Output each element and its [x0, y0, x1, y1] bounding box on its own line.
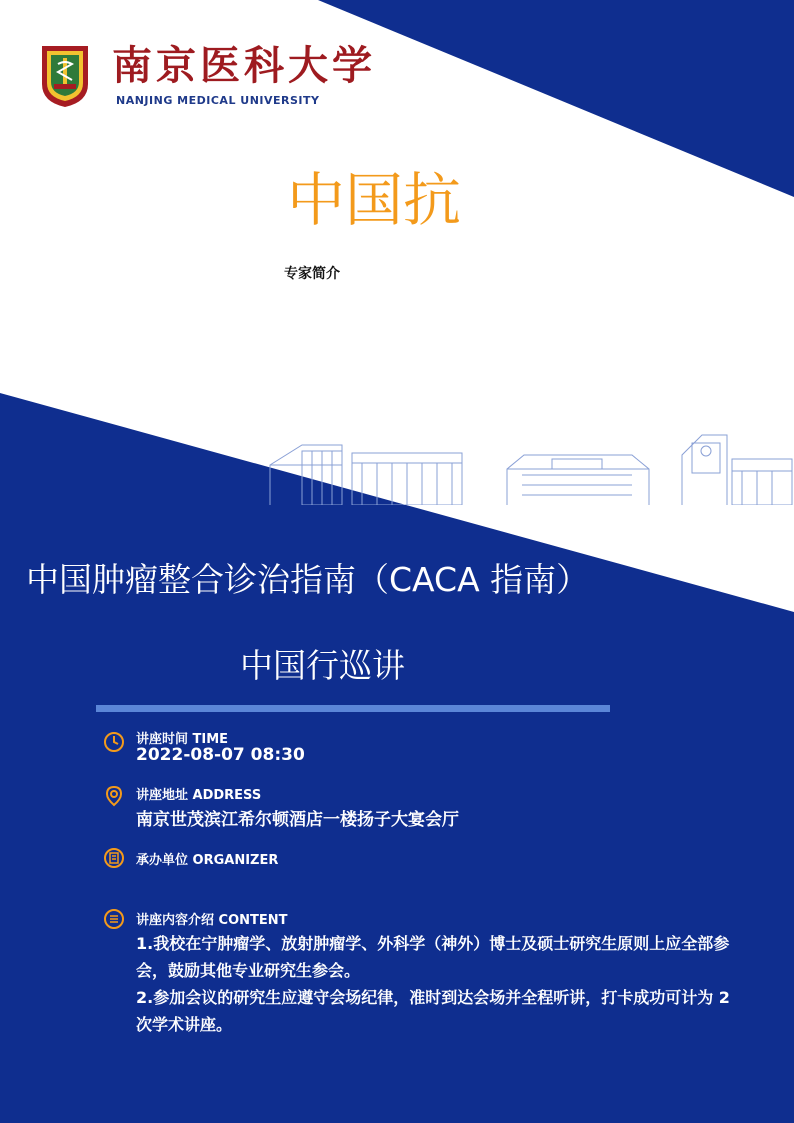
building-icon — [103, 847, 125, 869]
location-pin-icon — [103, 785, 125, 807]
university-logo-shield-icon — [40, 44, 90, 108]
content-description — [136, 930, 736, 1038]
time-label: 讲座时间 TIME — [136, 732, 229, 747]
content-line-2: 2.参加会议的研究生应遵守会场纪律，准时到达会场并全程听讲，打卡成功可计为 2 次学术讲座。 — [136, 988, 730, 1034]
address-label: 讲座地址 ADDRESS — [136, 788, 262, 803]
address-value: 南京世茂滨江希尔顿酒店一楼扬子大宴会厅 — [136, 810, 459, 830]
lecture-main-title: 中国肿瘤整合诊治指南（CACA 指南） — [26, 560, 590, 599]
university-name-en: NANJING MEDICAL UNIVERSITY — [116, 94, 320, 107]
campus-skyline-illustration — [262, 425, 794, 505]
content-line-1: 1.我校在宁肿瘤学、放射肿瘤学、外科学（神外）博士及硕士研究生原则上应全部参会，鼓励其他专业研究生参会。 — [136, 934, 730, 980]
orange-heading: 中国抗 — [287, 166, 462, 234]
organizer-label: 承办单位 ORGANIZER — [136, 853, 279, 868]
content-label: 讲座内容介绍 CONTENT — [136, 913, 288, 928]
list-icon — [103, 908, 125, 930]
time-value: 2022-08-07 08:30 — [136, 745, 305, 765]
university-name-cn: 南京医科大学 — [112, 42, 376, 89]
title-divider — [96, 705, 610, 712]
lecture-sub-title: 中国行巡讲 — [240, 646, 405, 685]
clock-icon — [103, 731, 125, 753]
expert-intro-label: 专家简介 — [284, 266, 340, 282]
